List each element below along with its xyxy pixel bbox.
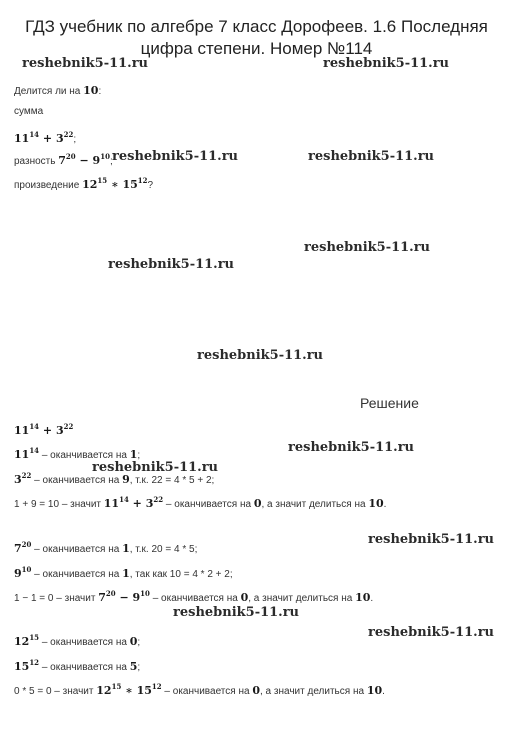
task-sum-label: сумма: [14, 106, 44, 117]
solution-line: $12^{15}$ – оканчивается на 0;: [14, 633, 141, 648]
solution-line: 1 + 9 = 10 – значит $11^{14} + 3^{22}$ – оканчивается на 0, а значит делиться на 10.: [14, 495, 387, 510]
watermark: reshebnik5-11.ru: [173, 605, 300, 620]
page-title: [0, 16, 513, 60]
watermark: reshebnik5-11.ru: [323, 56, 450, 71]
watermark: reshebnik5-11.ru: [368, 532, 495, 547]
watermark: reshebnik5-11.ru: [22, 56, 149, 71]
solution-line: $11^{14}$ – оканчивается на 1;: [14, 446, 141, 461]
task-question: Делится ли на 10:: [14, 84, 102, 97]
title-line-1: ГДЗ учебник по алгебре 7 класс Дорофеев. 1.6 Последняя: [25, 17, 488, 36]
solution-line: $15^{12}$ – оканчивается на 5;: [14, 658, 141, 673]
task-product: произведение $12^{15}$ ∗ $15^{12}$?: [14, 176, 154, 191]
watermark: reshebnik5-11.ru: [368, 625, 495, 640]
solution-line: $11^{14} + 3^{22}$: [14, 422, 74, 437]
task-sum-expression: $11^{14} + 3^{22}$;: [14, 130, 77, 145]
watermark: reshebnik5-11.ru: [308, 149, 435, 164]
watermark: reshebnik5-11.ru: [112, 149, 239, 164]
solution-heading: Решение: [360, 395, 419, 411]
title-line-2: цифра степени. Номер №114: [140, 39, 373, 58]
task-difference: разность $7^{20} - 9^{10}$;: [14, 152, 113, 167]
watermark: reshebnik5-11.ru: [197, 348, 324, 363]
solution-line: 0 * 5 = 0 – значит $12^{15}$ ∗ $15^{12}$ – оканчивается на 0, а значит делиться на 10.: [14, 682, 385, 697]
solution-line: $9^{10}$ – оканчивается на 1, так как 10 = 4 * 2 + 2;: [14, 565, 233, 580]
watermark: reshebnik5-11.ru: [288, 440, 415, 455]
watermark: reshebnik5-11.ru: [304, 240, 431, 255]
solution-line: $7^{20}$ – оканчивается на 1, т.к. 20 = 4 * 5;: [14, 540, 198, 555]
solution-line: 1 − 1 = 0 – значит $7^{20} - 9^{10}$ – оканчивается на 0, а значит делиться на 10.: [14, 589, 374, 604]
watermark: reshebnik5-11.ru: [92, 460, 219, 475]
watermark: reshebnik5-11.ru: [108, 257, 235, 272]
solution-line: $3^{22}$ – оканчивается на 9, т.к. 22 = 4 * 5 + 2;: [14, 471, 215, 486]
